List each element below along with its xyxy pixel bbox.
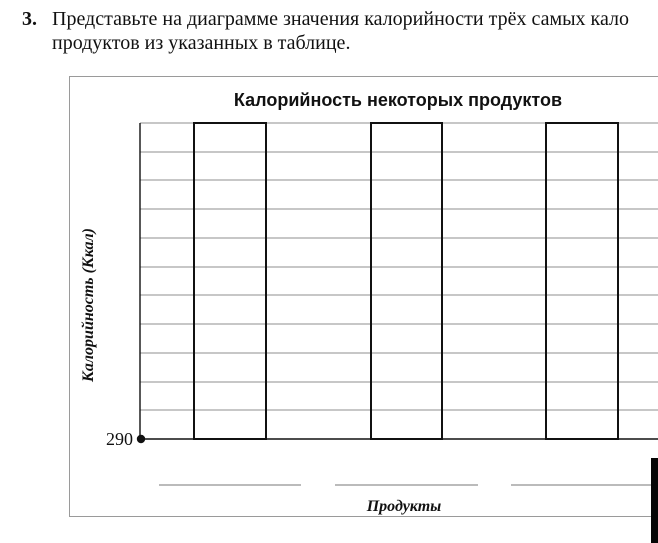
chart-title: Калорийность некоторых продуктов bbox=[233, 90, 563, 110]
chart-grid bbox=[140, 123, 658, 439]
bar-outline bbox=[371, 123, 442, 439]
crop-mark bbox=[651, 458, 658, 543]
chart-axis bbox=[106, 123, 145, 449]
task-number: 3. bbox=[22, 8, 37, 30]
y-tick-label: 290 bbox=[106, 429, 133, 449]
y-axis-label: Калорийность (Ккал) bbox=[80, 227, 97, 383]
bar-outline bbox=[546, 123, 618, 439]
chart-bars bbox=[194, 123, 618, 439]
bar-outline bbox=[194, 123, 266, 439]
y-axis-origin-point bbox=[137, 435, 145, 443]
task-line-2: продуктов из указанных в таблице. bbox=[52, 32, 351, 54]
x-axis-label: Продукты bbox=[366, 498, 442, 515]
task-line-1: Представьте на диаграмме значения калорийности трёх самых кало bbox=[52, 8, 629, 30]
